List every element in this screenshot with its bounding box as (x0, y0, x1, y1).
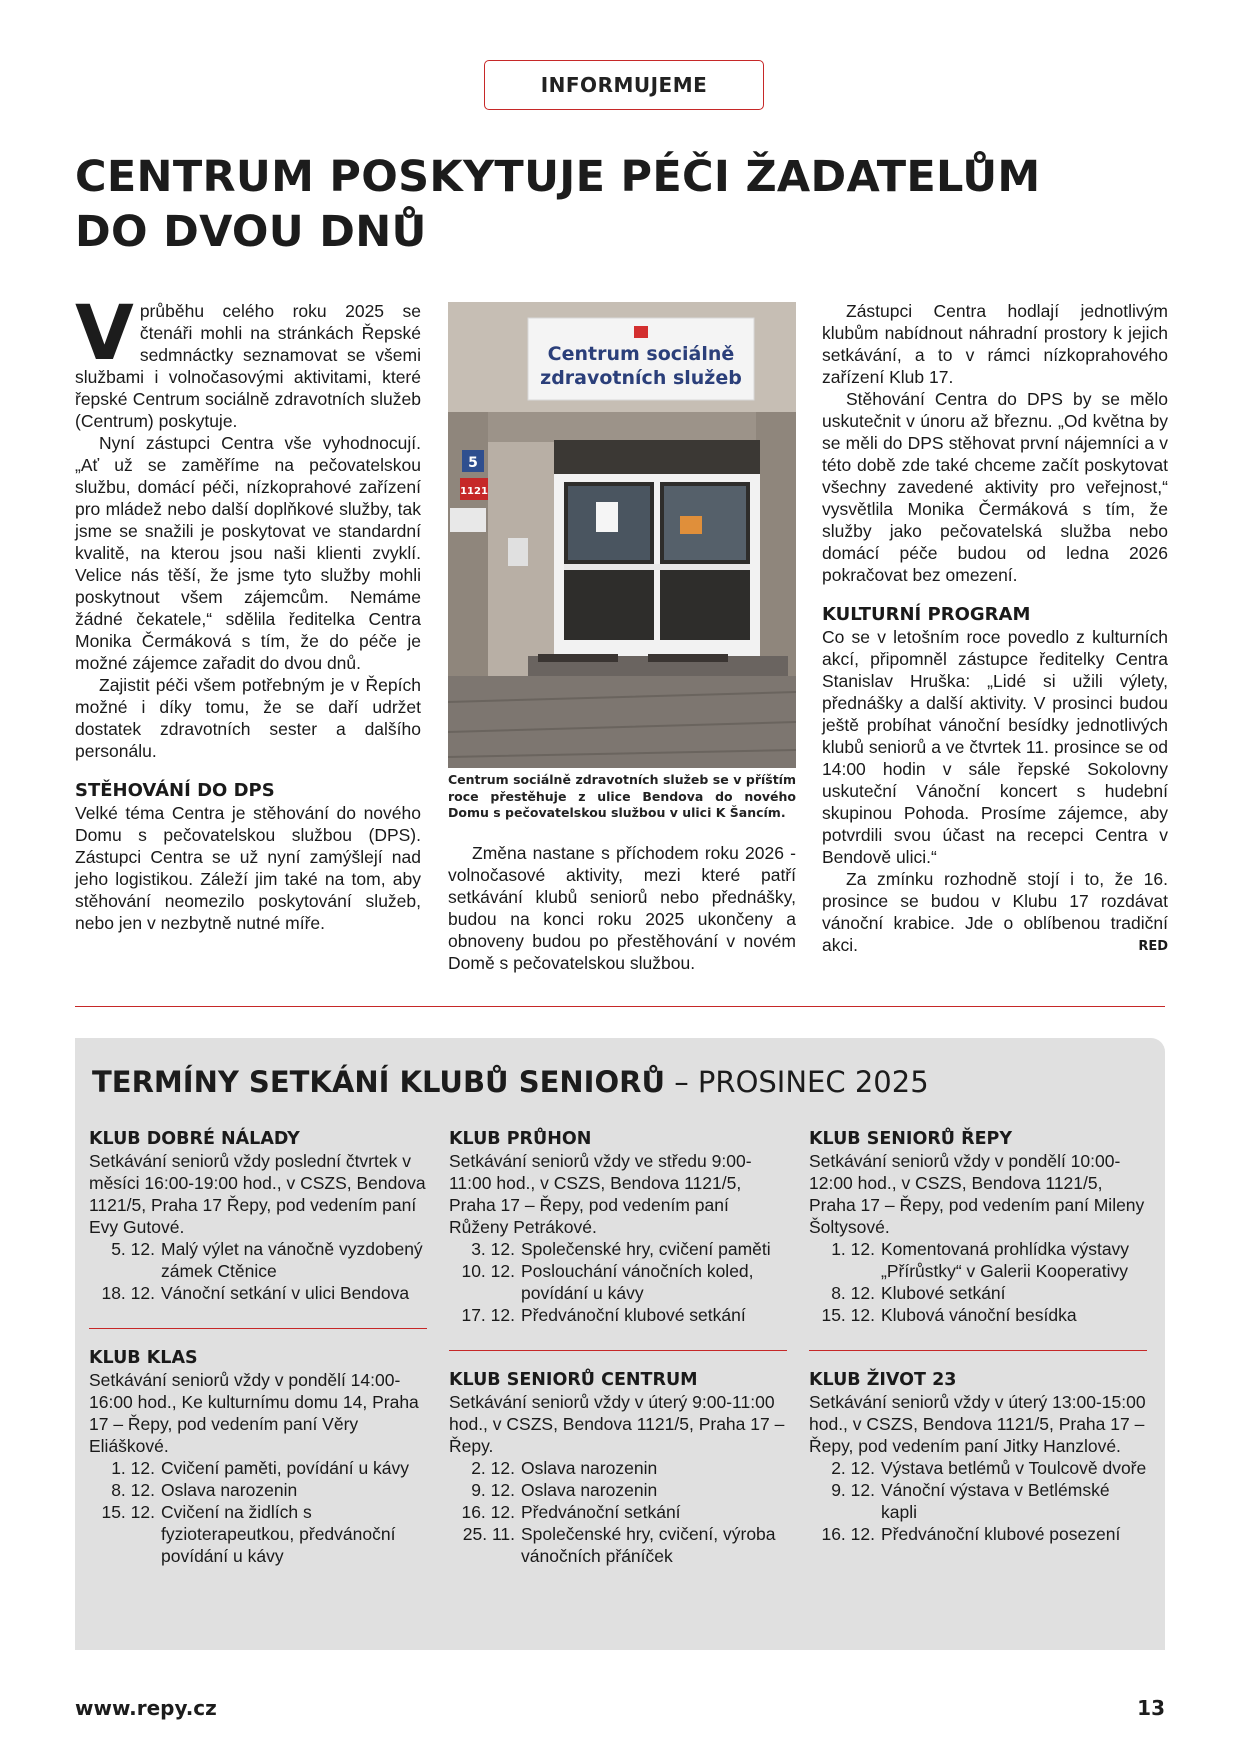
paragraph: Velké téma Centra je stěhování do nového Domu s pečovatelskou službou (DPS). Zástupci Centra se už nyní zamýšlejí nad jeho logistikou. Záleží jim také na tom, aby stěhování neomezilo poskytování služeb, nebo jen v nezbytně nutné míře. (75, 803, 421, 933)
club-column-1 (89, 1128, 427, 1567)
club-zivot-23 (809, 1369, 1147, 1545)
club-divider (89, 1328, 427, 1329)
paragraph: Zástupci Centra hodlají jednotlivým klubům nabídnout náhradní prostory k jejich setkávání, a to v rámci nízkoprahového zařízení Klub 17. (822, 301, 1168, 387)
event-item: 16. 12. Předvánoční setkání (461, 1502, 681, 1522)
article-column-3 (822, 300, 1168, 958)
paragraph: Co se v letošním roce povedlo z kulturních akcí, připomněl zástupce ředitelky Centra Stanislav Hruška: „Lidé si užili výlety, přednášky a další aktivity. V prosinci budou ještě probíhat vánoční besídky jednotlivých klubů seniorů a ve čtvrtek 11. prosince se od 14:00 hodin v sále řepské Sokolovny uskuteční Vánoční koncert s hudební skupinou Pohoda. Prosíme zájemce, aby potvrdili svou účast na recepci Centra v Bendově ulici.“ (822, 627, 1168, 867)
club-column-2 (449, 1128, 787, 1567)
club-name: KLUB SENIORŮ CENTRUM (449, 1370, 698, 1390)
event-item: 16. 12. Předvánoční klubové posezení (821, 1524, 1121, 1544)
club-divider (809, 1350, 1147, 1351)
event-item: 9. 12. Oslava narozenin (471, 1480, 658, 1500)
sign-line-2: zdravotních služeb (540, 367, 742, 389)
event-list (449, 1238, 787, 1326)
club-description: Setkávání seniorů vždy v pondělí 10:00-12:00 hod., v CSZS, Bendova 1121/5, Praha 17 – Řepy, pod vedením paní Mileny Šoltysové. (809, 1151, 1145, 1237)
club-klas (89, 1347, 427, 1567)
event-item: 10. 12. Poslouchání vánočních koled, povídání u kávy (461, 1261, 754, 1303)
event-item: 2. 12. Oslava narozenin (471, 1458, 658, 1478)
house-code: 1121 (460, 486, 488, 497)
event-item: 17. 12. Předvánoční klubové setkání (461, 1305, 746, 1325)
event-item: 1. 12. Komentovaná prohlídka výstavy „Přírůstky“ v Galerii Kooperativy (831, 1239, 1130, 1281)
club-senioru-repy (809, 1128, 1147, 1326)
lead-paragraph: Vprůběhu celého roku 2025 se čtenáři mohli na stránkách Řepské sedmnáctky seznamovat se všemi službami i volnočasovými aktivitami, které řepské Centrum sociálně zdravotních služeb (Centrum) poskytuje. (75, 288, 421, 431)
subheading-culture: KULTURNÍ PROGRAM (822, 604, 1031, 625)
headline-line-2: DO DVOU DNŮ (75, 207, 427, 257)
club-description: Setkávání seniorů vždy ve středu 9:00-11:00 hod., v CSZS, Bendova 1121/5, Praha 17 – Řepy, pod vedením paní Růženy Petrákové. (449, 1151, 752, 1237)
page-number: 13 (1137, 1696, 1165, 1720)
paragraph: Změna nastane s příchodem roku 2026 - volnočasové aktivity, mezi které patří setkávání klubů seniorů nebo přednášky, budou na konci roku 2025 ukončeny a obnoveny budou po přestěhování v novém Domě s pečovatelskou službou. (448, 843, 796, 973)
event-item: 9. 12. Vánoční výstava v Betlémské kapli (831, 1480, 1110, 1522)
house-number: 5 (468, 455, 478, 471)
footer-website: www.repy.cz (75, 1696, 217, 1720)
event-list (809, 1238, 1147, 1326)
event-item: 15. 12. Klubová vánoční besídka (821, 1305, 1077, 1325)
building-photo (448, 302, 796, 768)
event-item: 18. 12. Vánoční setkání v ulici Bendova (101, 1283, 410, 1303)
event-item: 5. 12. Malý výlet na vánočně vyzdobený zámek Ctěnice (111, 1239, 423, 1281)
building-illustration (448, 302, 796, 768)
paragraph: Nyní zástupci Centra vše vyhodnocují. „Ať už se zaměříme na pečovatelskou službu, domácí péči, nízkoprahové zařízení pro mládež nebo další doplňkové služby, tak jsme se snažili je poskytovat ve standardní kvalitě, na kterou jsou naši klienti zvyklí. Velice nás těší, že jsme tyto služby mohli poskytnout všem zájemcům. Nemáme žádné čekatele,“ sdělila ředitelka Centra Monika Čermáková s tím, že do péče je možné zájemce zařadit do dvou dnů. (75, 433, 421, 673)
event-list (89, 1238, 427, 1304)
event-item: 2. 12. Výstava betlémů v Toulcově dvoře (831, 1458, 1147, 1478)
article-column-1 (75, 288, 421, 934)
section-tag: INFORMUJEME (484, 60, 764, 110)
club-column-3 (809, 1128, 1147, 1545)
club-divider (449, 1350, 787, 1351)
subheading-moving: STĚHOVÁNÍ DO DPS (75, 780, 275, 801)
club-pruhon (449, 1128, 787, 1326)
photo-caption: Centrum sociálně zdravotních služeb se v příštím roce přestěhuje z ulice Bendova do nového Domu s pečovatelskou službou v ulici K Šancím. (448, 772, 796, 820)
section-divider (75, 1006, 1165, 1007)
club-senioru-centrum (449, 1369, 787, 1567)
paragraph: Za zmínku rozhodně stojí i to, že 16. prosince se budou v Klubu 17 rozdávat vánoční krabice. Jde o oblíbenou tradiční akci. (822, 869, 1168, 955)
event-item: 3. 12. Společenské hry, cvičení paměti (471, 1239, 771, 1259)
event-list (809, 1457, 1147, 1545)
event-item: 8. 12. Oslava narozenin (111, 1480, 298, 1500)
author-signoff: RED (1138, 939, 1168, 954)
paragraph: Stěhování Centra do DPS by se mělo uskutečnit v únoru až březnu. „Od května by se měli do DPS stěhovat první nájemníci a v této době zde také chceme začít poskytovat všechny zavedené aktivity pro veřejnost,“ vysvětlila Monika Čermáková s tím, že služby jako pečovatelská služba nebo domácí péče budou od ledna 2026 pokračovat bez omezení. (822, 389, 1168, 585)
club-name: KLUB SENIORŮ ŘEPY (809, 1129, 1013, 1149)
drop-cap: V (75, 288, 134, 377)
club-name: KLUB ŽIVOT 23 (809, 1370, 957, 1390)
club-name: KLUB DOBRÉ NÁLADY (89, 1129, 300, 1149)
event-item: 1. 12. Cvičení paměti, povídání u kávy (111, 1458, 410, 1478)
event-item: 8. 12. Klubové setkání (831, 1283, 1006, 1303)
event-list (89, 1457, 427, 1567)
club-name: KLUB PRŮHON (449, 1129, 592, 1149)
article-headline (75, 150, 1175, 260)
headline-line-1: CENTRUM POSKYTUJE PÉČI ŽADATELŮM (75, 152, 1041, 202)
sign-line-1: Centrum sociálně (547, 343, 735, 365)
event-list (449, 1457, 787, 1567)
club-description: Setkávání seniorů vždy v úterý 13:00-15:00 hod., v CSZS, Bendova 1121/5, Praha 17 – Řepy, pod vedením paní Jitky Hanzlové. (809, 1392, 1146, 1456)
event-item: 15. 12. Cvičení na židlích s fyzioterapeutkou, předvánoční povídání u kávy (101, 1502, 396, 1566)
club-description: Setkávání seniorů vždy v úterý 9:00-11:00 hod., v CSZS, Bendova 1121/5, Praha 17 – Řepy. (449, 1392, 785, 1456)
club-description: Setkávání seniorů vždy v pondělí 14:00-16:00 hod., Ke kulturnímu domu 14, Praha 17 – Řepy, pod vedením paní Věry Eliáškové. (89, 1370, 419, 1456)
schedule-title: TERMÍNY SETKÁNÍ KLUBŮ SENIORŮ – PROSINEC 2025 (92, 1065, 929, 1099)
club-description: Setkávání seniorů vždy poslední čtvrtek v měsíci 16:00-19:00 hod., v CSZS, Bendova 1121/5, Praha 17 Řepy, pod vedením paní Evy Gutové. (89, 1151, 426, 1237)
event-item: 25. 11. Společenské hry, cvičení, výroba vánočních přáníček (462, 1524, 776, 1566)
paragraph: Zajistit péči všem potřebným je v Řepích možné i díky tomu, že se daří udržet dostatek zdravotních sester a dalšího personálu. (75, 675, 421, 761)
article-column-2 (448, 842, 796, 974)
club-dobre-nalady (89, 1128, 427, 1304)
club-name: KLUB KLAS (89, 1348, 198, 1368)
